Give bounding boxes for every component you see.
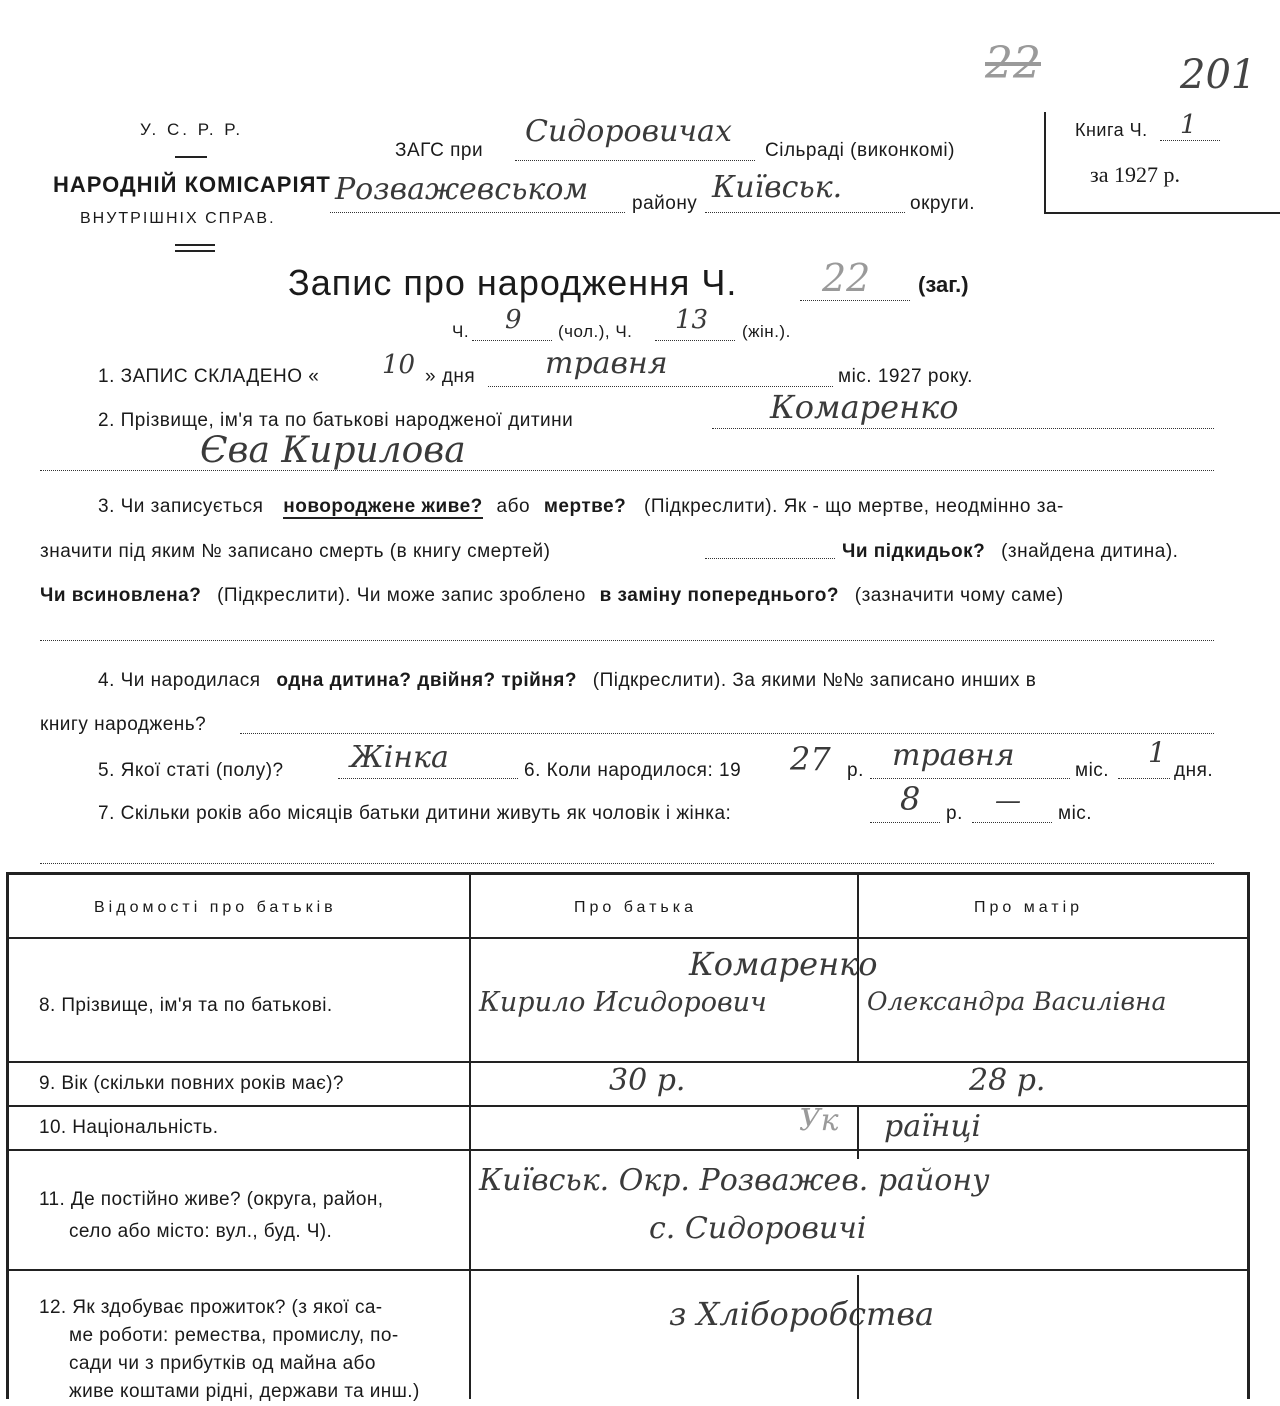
q1-tail: міс. 1927 року. bbox=[838, 366, 973, 387]
q4-l1c: (Підкреслити). За якими №№ записано инших в bbox=[592, 670, 1037, 691]
divider bbox=[175, 244, 215, 246]
father-age: 30 р. bbox=[609, 1063, 686, 1098]
dotted-line bbox=[488, 386, 833, 387]
book-box-left bbox=[1044, 112, 1046, 214]
book-label: Книга Ч. bbox=[1075, 120, 1148, 140]
q3-l2c: (знайдена дитина). bbox=[1001, 541, 1179, 562]
q3-l3d: (зазначити чому саме) bbox=[854, 585, 1064, 606]
q3-or: або bbox=[496, 496, 531, 517]
q3-replacement: в заміну попереднього? bbox=[599, 585, 839, 606]
dotted-line bbox=[40, 863, 1214, 864]
female-count: 13 bbox=[675, 305, 709, 335]
dotted-line bbox=[1118, 778, 1170, 779]
parents-surname: Комаренко bbox=[689, 945, 878, 983]
q3-line1 bbox=[98, 496, 1064, 518]
dotted-line bbox=[870, 822, 940, 823]
dotted-line bbox=[240, 733, 1214, 734]
q1-text: 1. ЗАПИС СКЛАДЕНО « bbox=[98, 366, 320, 387]
years-label: р. bbox=[946, 803, 963, 824]
mother-name: Олександра Василівна bbox=[867, 987, 1167, 1016]
child-surname: Комаренко bbox=[770, 388, 959, 426]
dotted-line bbox=[800, 300, 910, 301]
q3-line2 bbox=[40, 541, 550, 563]
district-label: району bbox=[632, 193, 698, 214]
occupation: з Хліборобства bbox=[669, 1295, 935, 1333]
birth-day: 1 bbox=[1148, 736, 1166, 769]
table-row-divider bbox=[9, 1149, 1247, 1151]
dotted-line bbox=[40, 640, 1214, 641]
dotted-line bbox=[712, 428, 1214, 429]
q3-alive: новороджене живе? bbox=[283, 496, 483, 517]
row-nationality-label: 10. Національність. bbox=[39, 1117, 219, 1138]
table-divider bbox=[469, 875, 471, 1399]
dotted-line bbox=[705, 212, 905, 213]
row-occupation-label-4: живе коштами рідні, держави та инш.) bbox=[69, 1381, 420, 1402]
dotted-line bbox=[40, 470, 1214, 471]
dotted-line bbox=[972, 822, 1052, 823]
mother-age: 28 р. bbox=[969, 1063, 1046, 1098]
zags-village: Сидоровичах bbox=[525, 114, 732, 149]
table-row-divider bbox=[9, 1269, 1247, 1271]
table-divider bbox=[857, 1275, 859, 1399]
birth-year: 27 bbox=[790, 740, 831, 778]
child-sex: Жінка bbox=[350, 740, 449, 775]
dotted-line bbox=[472, 340, 552, 341]
dotted-line bbox=[705, 558, 835, 559]
book-year: за 1927 р. bbox=[1090, 162, 1180, 187]
okrug-label: округи. bbox=[910, 193, 976, 214]
q3-l1e: (Підкреслити). Як - що мертве, неодмінно за- bbox=[644, 496, 1064, 517]
dotted-line bbox=[515, 160, 755, 161]
years-married: 8 bbox=[900, 780, 921, 818]
parents-table bbox=[6, 872, 1250, 1402]
divider bbox=[175, 250, 215, 252]
birth-day-label: дня. bbox=[1174, 760, 1214, 781]
row-name-label: 8. Прізвище, ім'я та по батькові. bbox=[39, 995, 333, 1016]
q3-l1a: 3. Чи записується bbox=[98, 496, 264, 517]
dotted-line bbox=[870, 778, 1070, 779]
q4-line1 bbox=[98, 670, 1036, 692]
father-nationality: Ук bbox=[799, 1103, 839, 1138]
q2-text: 2. Прізвище, ім'я та по батькові народженої дитини bbox=[98, 410, 574, 431]
row-occupation-label-2: ме роботи: ремества, промислу, по- bbox=[69, 1325, 399, 1346]
residence-line-2: с. Сидоровичі bbox=[649, 1211, 867, 1246]
row-age-label: 9. Вік (скільки повних років має)? bbox=[39, 1073, 344, 1094]
dotted-line bbox=[655, 340, 735, 341]
q3-line3 bbox=[40, 585, 1064, 607]
q1-month: травня bbox=[545, 346, 668, 381]
male-count: 9 bbox=[505, 305, 522, 335]
male-label: (чол.), Ч. bbox=[558, 322, 633, 341]
row-occupation-label-1: 12. Як здобуває прожиток? (з якої са- bbox=[39, 1297, 383, 1318]
q3-l2a: значити під яким № записано смерть (в книгу смертей) bbox=[40, 541, 551, 562]
zags-district: Розважевськом bbox=[335, 172, 589, 207]
row-occupation-label-3: сади чи з прибутків од майна або bbox=[69, 1353, 376, 1374]
months-married: — bbox=[995, 786, 1021, 816]
table-row-divider bbox=[9, 1105, 1247, 1107]
q3-line2b bbox=[842, 541, 1178, 563]
zags-prefix: ЗАГС при bbox=[395, 140, 484, 161]
q3-foundling: Чи підкидьок? bbox=[842, 541, 986, 562]
header-mother: Про матір bbox=[974, 899, 1084, 916]
q6-text: 6. Коли народилося: 19 bbox=[524, 760, 742, 781]
zags-okrug: Київськ. bbox=[712, 170, 843, 205]
record-title: Запис про народження Ч. bbox=[288, 262, 738, 303]
archive-number: 201 bbox=[1180, 52, 1257, 98]
q3-adopted: Чи всиновлена? bbox=[40, 585, 202, 606]
book-box-bottom bbox=[1044, 212, 1280, 214]
q4-line2: книгу народжень? bbox=[40, 714, 207, 735]
birth-month: травня bbox=[892, 738, 1015, 773]
residence-line-1: Київськ. Окр. Розважев. району bbox=[479, 1163, 990, 1198]
book-number: 1 bbox=[1180, 110, 1197, 140]
child-name: Єва Кирилова bbox=[200, 430, 466, 471]
authority-ussr: У. С. Р. Р. bbox=[140, 120, 244, 139]
q4-multiples: одна дитина? двійня? трійня? bbox=[276, 670, 577, 691]
authority-commissariat: НАРОДНІЙ КОМІСАРІЯТ bbox=[53, 172, 331, 197]
birth-month-label: міс. bbox=[1075, 760, 1110, 781]
q4-l1a: 4. Чи народилася bbox=[98, 670, 261, 691]
row-residence-label-1: 11. Де постійно живе? (округа, район, bbox=[39, 1189, 384, 1210]
q3-l3b: (Підкреслити). Чи може запис зроблено bbox=[217, 585, 586, 606]
months-label: міс. bbox=[1058, 803, 1093, 824]
mother-nationality: раїнці bbox=[884, 1109, 981, 1144]
dotted-line bbox=[1160, 140, 1220, 141]
father-name: Кирило Исидорович bbox=[479, 987, 767, 1018]
male-prefix: Ч. bbox=[452, 322, 470, 341]
birth-year-label: р. bbox=[847, 760, 864, 781]
table-divider bbox=[857, 1107, 859, 1159]
header-father: Про батька bbox=[574, 899, 697, 916]
q5-text: 5. Якої статі (полу)? bbox=[98, 760, 284, 781]
row-residence-label-2: село або місто: вул., буд. Ч). bbox=[69, 1221, 333, 1242]
header-parents-info: Відомості про батьків bbox=[94, 899, 337, 916]
dotted-line bbox=[330, 212, 625, 213]
zags-suffix: Сільраді (виконкомі) bbox=[765, 140, 955, 161]
record-suffix: (заг.) bbox=[918, 272, 969, 297]
q7-text: 7. Скільки років або місяців батьки дитини живуть як чоловік і жінка: bbox=[98, 803, 732, 824]
q1-mid: » дня bbox=[425, 366, 476, 387]
table-row-divider bbox=[9, 937, 1247, 939]
authority-internal-affairs: ВНУТРІШНІХ СПРАВ. bbox=[80, 210, 276, 227]
female-label: (жін.). bbox=[742, 322, 791, 341]
divider bbox=[175, 156, 207, 158]
dotted-line bbox=[338, 778, 518, 779]
q1-day: 10 bbox=[382, 350, 416, 380]
q3-dead: мертве? bbox=[543, 496, 627, 517]
old-record-number: 22 bbox=[985, 38, 1041, 89]
record-number: 22 bbox=[822, 256, 871, 300]
